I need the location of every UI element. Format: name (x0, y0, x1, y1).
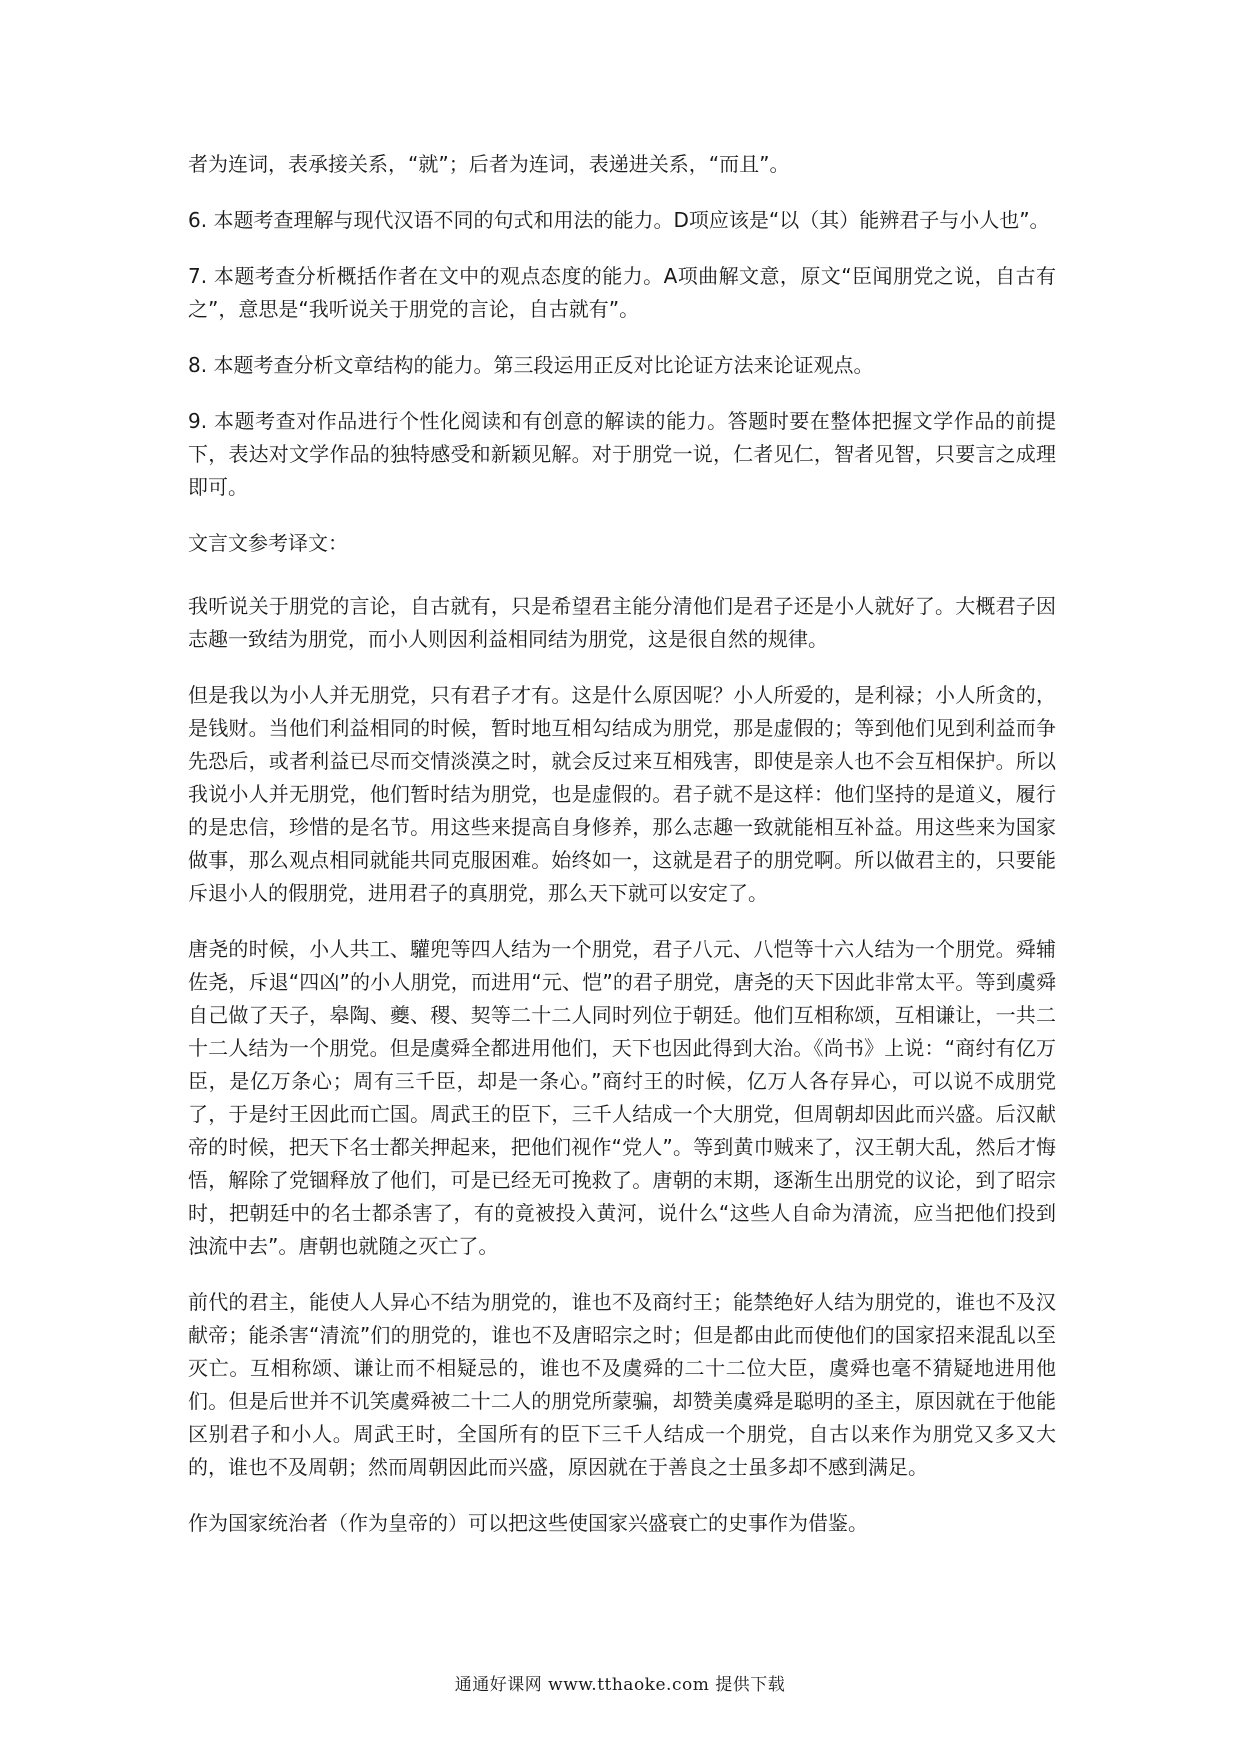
translation-heading: 文言文参考译文： (188, 531, 348, 555)
paragraph-answer-5-tail: 者为连词，表承接关系，“就”；后者为连词，表递进关系，“而且”。 (188, 152, 790, 176)
translation-paragraph-4: 前代的君主，能使人人异心不结为朋党的，谁也不及商纣王；能禁绝好人结为朋党的，谁也不及汉献帝；能杀害“清流”们的朋党的，谁也不及唐昭宗之时；但是都由此而使他们的国家招来混乱以至灭亡。互相称颂、谦让而不相疑忌的，谁也不及虞舜的二十二位大臣，虞舜也毫不猜疑地进用他们。但是后世并不讥笑虞舜被二十二人的朋党所蒙骗，却赞美虞舜是聪明的圣主，原因就在于他能区别君子和小人。周武王时，全国所有的臣下三千人结成一个朋党，自古以来作为朋党又多又大的，谁也不及周朝；然而周朝因此而兴盛，原因就在于善良之士虽多却不感到满足。 (188, 1290, 1056, 1479)
document-body (188, 148, 1056, 1563)
page-footer: 通通好课网 www.tthaoke.com 提供下载 (454, 1675, 786, 1695)
translation-paragraph-3: 唐尧的时候，小人共工、驩兜等四人结为一个朋党，君子八元、八恺等十六人结为一个朋党。舜辅佐尧，斥退“四凶”的小人朋党，而进用“元、恺”的君子朋党，唐尧的天下因此非常太平。等到虞舜自己做了天子，皋陶、夔、稷、契等二十二人同时列位于朝廷。他们互相称颂，互相谦让，一共二十二人结为一个朋党。但是虞舜全都进用他们，天下也因此得到大治。《尚书》上说：“商纣有亿万臣，是亿万条心；周有三千臣，却是一条心。”商纣王的时候，亿万人各存异心，可以说不成朋党了，于是纣王因此而亡国。周武王的臣下，三千人结成一个大朋党，但周朝却因此而兴盛。后汉献帝的时候，把天下名士都关押起来，把他们视作“党人”。等到黄巾贼来了，汉王朝大乱，然后才悔悟，解除了党锢释放了他们，可是已经无可挽救了。唐朝的末期，逐渐生出朋党的议论，到了昭宗时，把朝廷中的名士都杀害了，有的竟被投入黄河，说什么“这些人自命为清流，应当把他们投到浊流中去”。唐朝也就随之灭亡了。 (188, 937, 1056, 1258)
translation-paragraph-5: 作为国家统治者（作为皇帝的）可以把这些使国家兴盛衰亡的史事作为借鉴。 (188, 1511, 868, 1535)
paragraph-answer-8: 8. 本题考查分析文章结构的能力。第三段运用正反对比论证方法来论证观点。 (188, 353, 874, 377)
paragraph-answer-7: 7. 本题考查分析概括作者在文中的观点态度的能力。A项曲解文意，原文“臣闻朋党之说，自古有之”，意思是“我听说关于朋党的言论，自古就有”。 (188, 264, 1056, 321)
paragraph-answer-6: 6. 本题考查理解与现代汉语不同的句式和用法的能力。D项应该是“以（其）能辨君子与小人也”。 (188, 208, 1050, 232)
translation-paragraph-2: 但是我以为小人并无朋党，只有君子才有。这是什么原因呢？小人所爱的，是利禄；小人所贪的，是钱财。当他们利益相同的时候，暂时地互相勾结成为朋党，那是虚假的；等到他们见到利益而争先恐后，或者利益已尽而交情淡漠之时，就会反过来互相残害，即使是亲人也不会互相保护。所以我说小人并无朋党，他们暂时结为朋党，也是虚假的。君子就不是这样：他们坚持的是道义，履行的是忠信，珍惜的是名节。用这些来提高自身修养，那么志趣一致就能相互补益。用这些来为国家做事，那么观点相同就能共同克服困难。始终如一，这就是君子的朋党啊。所以做君主的，只要能斥退小人的假朋党，进用君子的真朋党，那么天下就可以安定了。 (188, 683, 1056, 905)
paragraph-answer-9: 9. 本题考查对作品进行个性化阅读和有创意的解读的能力。答题时要在整体把握文学作品的前提下，表达对文学作品的独特感受和新颖见解。对于朋党一说，仁者见仁，智者见智，只要言之成理即可。 (188, 409, 1056, 499)
translation-paragraph-1: 我听说关于朋党的言论，自古就有，只是希望君主能分清他们是君子还是小人就好了。大概君子因志趣一致结为朋党，而小人则因利益相同结为朋党，这是很自然的规律。 (188, 594, 1056, 651)
